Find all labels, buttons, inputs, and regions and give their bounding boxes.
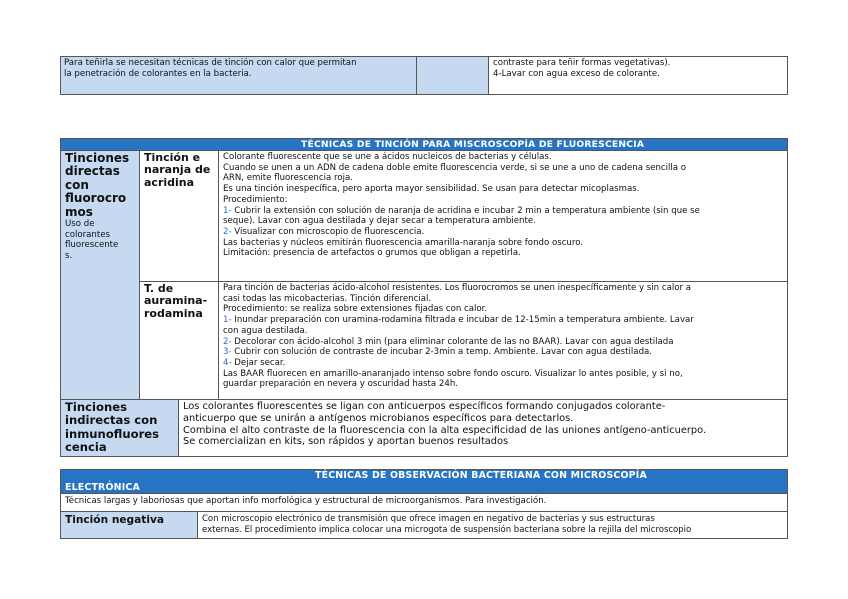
indirect-line: Los colorantes fluorescentes se ligan con anticuerpos específicos formando conjugados colorante- <box>183 401 666 412</box>
electron-intro-cell <box>60 493 788 512</box>
top-right-line: contraste para teñir formas vegetativas). <box>493 58 671 68</box>
negative-stain-line: Con microscopio electrónico de transmisión que ofrece imagen en negativo de bacterias y sus estructuras <box>202 514 655 524</box>
auramina-line: Procedimiento: se realiza sobre extensiones fijadas con calor. <box>223 304 488 315</box>
auramina-title-line: T. de <box>144 282 174 295</box>
top-middle-cell <box>416 56 489 95</box>
acridina-step-2 <box>223 227 783 238</box>
indirect-line: Combina el alto contraste de la fluorescencia con la alta especificidad de las uniones antígeno-anticuerpo. <box>183 424 707 436</box>
direct-sub-line: colorantes <box>65 229 111 240</box>
auramina-line: con agua destilada. <box>223 325 308 336</box>
top-left-line: Para teñirla se necesitan técnicas de tinción con calor que permitan <box>64 58 357 68</box>
indirect-title-line: inmunofluores <box>65 426 160 441</box>
auramina-step-2 <box>223 337 783 348</box>
step-number: 2- <box>223 336 232 347</box>
electron-header-line: TÉCNICAS DE OBSERVACIÓN BACTERIANA CON MICROSCOPÍA <box>315 470 647 481</box>
acridina-line: Limitación: presencia de artefactos o grumos que obligan a repetirla. <box>223 248 521 259</box>
step-text: Visualizar con microscopio de fluorescencia. <box>231 226 425 237</box>
direct-stains-cell <box>60 150 140 400</box>
auramina-line: guardar preparación en nevera y oscuridad hasta 24h. <box>223 379 459 390</box>
auramina-step-1 <box>223 315 783 326</box>
acridina-line: Cuando se unen a un ADN de cadena doble emite fluorescencia verde, si se une a uno de cadena sencilla o <box>223 162 687 173</box>
indirect-title-line: cencia <box>65 440 107 455</box>
acridina-step-1 <box>223 206 783 217</box>
auramina-line: Las BAAR fluorecen en amarillo-anaranjado intenso sobre fondo oscuro. Visualizar lo antes posible, y si no, <box>223 368 683 379</box>
indirect-line: anticuerpo que se unirán a antígenos microbianos específicos para detectarlos. <box>183 412 574 424</box>
auramina-title-line: auramina- <box>144 294 208 308</box>
direct-title-line: con <box>65 177 89 192</box>
fluor-header-text: TÉCNICAS DE TINCIÓN PARA MISCROSCOPÍA DE FLUORESCENCIA <box>301 139 645 150</box>
step-text: Inundar preparación con uramina-rodamina filtrada e incubar de 12-15min a temperatura ambiente. Lavar <box>231 315 694 326</box>
indirect-content-cell <box>178 399 788 457</box>
auramina-step-4 <box>223 358 783 369</box>
direct-title-line: Tinciones <box>65 151 130 165</box>
direct-title-line: mos <box>65 204 93 219</box>
step-number: 4- <box>223 357 232 368</box>
electron-header <box>60 469 788 494</box>
indirect-title-line: indirectas con <box>65 413 158 428</box>
negative-stain-line: externas. El procedimiento implica colocar una microgota de suspensión bacteriana sobre la rejilla del microscopio <box>202 524 692 535</box>
direct-title-line: fluorocro <box>65 191 127 206</box>
acridina-line: Las bacterias y núcleos emitirán fluorescencia amarilla-naranja sobre fondo oscuro. <box>223 237 584 248</box>
direct-sub-line: s. <box>65 251 73 262</box>
top-left-cell <box>60 56 417 95</box>
indirect-title-line: Tinciones <box>65 400 127 414</box>
negative-stain-content-cell <box>197 511 788 539</box>
acridina-title-line: Tinción e <box>144 151 201 164</box>
direct-stains-subtitle <box>65 219 135 262</box>
auramina-title-cell <box>139 281 219 400</box>
auramina-line: casi todas las micobacterias. Tinción diferencial. <box>223 293 432 304</box>
acridina-line: Colorante fluorescente que se une a ácidos nucleicos de bacterias y células. <box>223 152 552 162</box>
acridina-line: Procedimiento: <box>223 194 288 205</box>
acridina-line: Es una tinción inespecífica, pero aporta mayor sensibilidad. Se usan para detectar micoplasmas. <box>223 184 640 195</box>
indirect-line: Se comercializan en kits, son rápidos y aportan buenos resultados <box>183 436 509 448</box>
step-number: 2- <box>223 226 232 237</box>
direct-sub-line: fluorescente <box>65 240 119 251</box>
electron-intro-text: Técnicas largas y laboriosas que aportan info morfológica y estructural de microorganismos. Para investigación. <box>65 496 547 506</box>
indirect-stains-cell <box>60 399 179 457</box>
step-text: Decolorar con ácido-alcohol 3 min (para eliminar colorante de las no BAAR). Lavar con agua destilada <box>231 336 674 347</box>
step-text: Dejar secar. <box>231 357 286 368</box>
top-left-line: la penetración de colorantes en la bacteria. <box>64 68 252 79</box>
acridina-line: ARN, emite fluorescencia roja. <box>223 173 353 184</box>
step-number: 3- <box>223 347 232 358</box>
auramina-line: Para tinción de bacterias ácido-alcohol resistentes. Los fluorocromos se unen inespecíficamente y sin calor a <box>223 283 692 293</box>
acridina-title-line: acridina <box>144 175 195 189</box>
step-text: Cubrir con solución de contraste de incubar 2-3min a temp. Ambiente. Lavar con agua destilada. <box>231 347 653 358</box>
step-text: Cubrir la extensión con solución de naranja de acridina e incubar 2 min a temperatura ambiente (sin que se <box>231 205 700 216</box>
step-number: 1- <box>223 205 232 216</box>
top-right-line: 4-Lavar con agua exceso de colorante. <box>493 68 660 79</box>
acridina-title-cell <box>139 150 219 282</box>
auramina-content-cell <box>218 281 788 400</box>
top-right-cell <box>488 56 788 95</box>
negative-stain-title: Tinción negativa <box>65 514 165 526</box>
direct-sub-line: Uso de <box>65 219 95 230</box>
negative-stain-title-cell <box>60 511 198 539</box>
step-number: 1- <box>223 315 232 326</box>
auramina-step-3 <box>223 347 783 358</box>
auramina-title-line: rodamina <box>144 306 203 320</box>
acridina-line: seque). Lavar con agua destilada y dejar secar a temperatura ambiente. <box>223 216 536 227</box>
direct-stains-title <box>65 152 135 219</box>
acridina-title-line: naranja de <box>144 163 211 177</box>
electron-header-line: ELECTRÓNICA <box>65 481 140 493</box>
acridina-content-cell <box>218 150 788 282</box>
direct-title-line: directas <box>65 164 120 179</box>
